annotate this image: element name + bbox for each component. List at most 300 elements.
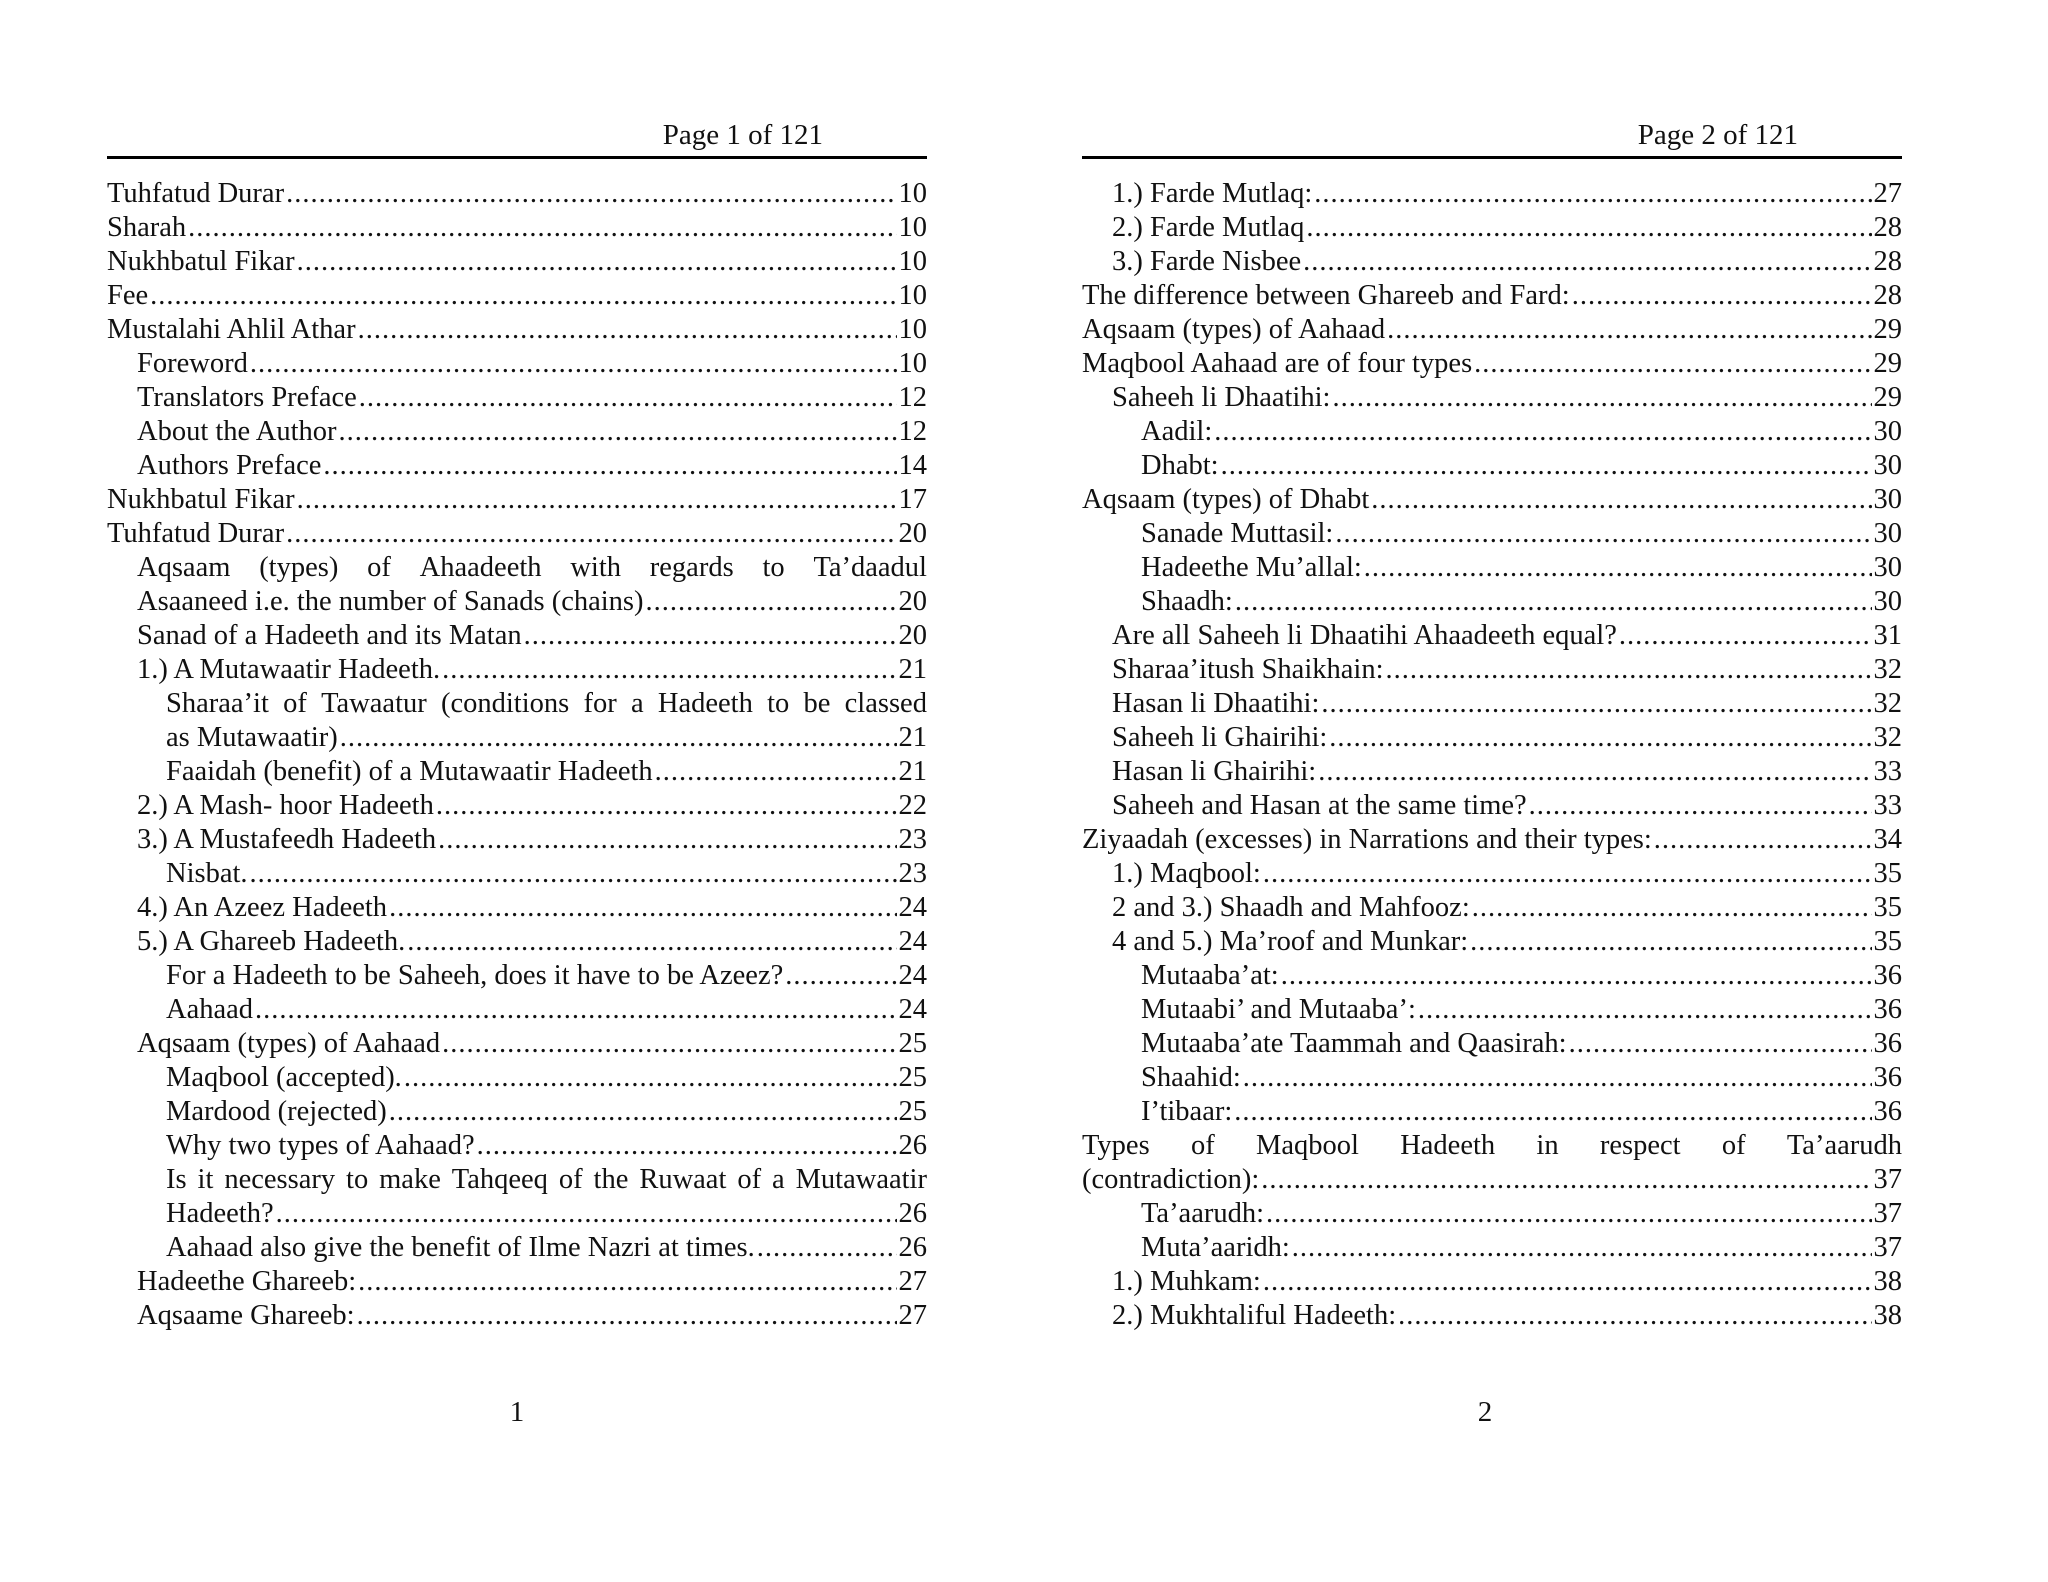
toc-entry[interactable] bbox=[1082, 347, 1902, 381]
toc-entry-title: 1.) A Mutawaatir Hadeeth. bbox=[137, 654, 441, 685]
dot-leader bbox=[358, 313, 897, 347]
toc-entry-title: Sharah bbox=[107, 212, 187, 243]
page-number: 2 bbox=[1477, 1396, 1493, 1428]
toc-entry-title: Sharaa’itush Shaikhain: bbox=[1112, 654, 1384, 685]
dot-leader bbox=[1387, 313, 1871, 347]
dot-leader bbox=[1335, 517, 1871, 551]
toc-entry[interactable] bbox=[107, 619, 927, 653]
toc-entry-title: Saheeh li Ghairihi: bbox=[1112, 722, 1328, 753]
toc-entry-title: Aqsaam (types) of Aahaad bbox=[137, 1028, 441, 1059]
toc-entry[interactable] bbox=[1082, 517, 1902, 551]
toc-entry-page-number: 10 bbox=[898, 178, 927, 209]
toc-word: Is bbox=[166, 1164, 187, 1195]
toc-word: Aqsaam bbox=[137, 552, 231, 583]
toc-entry-page-number: 37 bbox=[1873, 1164, 1902, 1195]
toc-word: of bbox=[1721, 1130, 1746, 1161]
toc-word: with bbox=[570, 552, 621, 583]
toc-entry-wrap-line[interactable] bbox=[1082, 1129, 1902, 1163]
dot-leader bbox=[1569, 1027, 1872, 1061]
toc-entry-title: 1.) Maqbool: bbox=[1112, 858, 1261, 889]
toc-entry-title: Are all Saheeh li Dhaatihi Ahaadeeth equal? bbox=[1112, 620, 1617, 651]
toc-entry[interactable] bbox=[107, 755, 927, 789]
toc-word: Hadeeth bbox=[1400, 1130, 1496, 1161]
toc-word: Mutawaatir bbox=[795, 1164, 927, 1195]
dot-leader bbox=[442, 653, 896, 687]
toc-entry-title: Mutaaba’at: bbox=[1141, 960, 1279, 991]
toc-entry-page-number: 28 bbox=[1873, 212, 1902, 243]
toc-entry-page-number: 30 bbox=[1873, 586, 1902, 617]
dot-leader bbox=[1314, 177, 1871, 211]
toc-entry-title: Asaaneed i.e. the number of Sanads (chains) bbox=[137, 586, 644, 617]
toc-entry[interactable] bbox=[107, 245, 927, 279]
toc-entry[interactable] bbox=[107, 653, 927, 687]
toc-entry[interactable] bbox=[107, 313, 927, 347]
toc-entry-title: Sanade Muttasil: bbox=[1141, 518, 1334, 549]
toc-entry-title: Hasan li Dhaatihi: bbox=[1112, 688, 1320, 719]
toc-entry[interactable] bbox=[1082, 177, 1902, 211]
dot-leader bbox=[436, 789, 897, 823]
toc-entry-title: 2.) Farde Mutlaq bbox=[1112, 212, 1305, 243]
toc-entry[interactable] bbox=[1082, 789, 1902, 823]
toc-entry-title: Hadeethe Mu’allal: bbox=[1141, 552, 1362, 583]
toc-entry[interactable] bbox=[1082, 925, 1902, 959]
toc-entry[interactable] bbox=[107, 279, 927, 313]
dot-leader bbox=[1235, 585, 1872, 619]
dot-leader bbox=[339, 415, 897, 449]
dot-leader bbox=[1474, 347, 1871, 381]
toc-entry-page-number: 32 bbox=[1873, 722, 1902, 753]
toc-word: of bbox=[283, 688, 307, 719]
toc-entry-title: Sanad of a Hadeeth and its Matan bbox=[137, 620, 522, 651]
toc-word: classed bbox=[844, 688, 927, 719]
toc-entry-page-number: 24 bbox=[898, 994, 927, 1025]
toc-entry-title: Muta’aaridh: bbox=[1141, 1232, 1290, 1263]
toc-entry[interactable] bbox=[1082, 381, 1902, 415]
toc-entry-page-number: 29 bbox=[1873, 382, 1902, 413]
toc-entry-page-number: 24 bbox=[898, 960, 927, 991]
toc-entry[interactable] bbox=[1082, 1027, 1902, 1061]
toc-entry-page-number: 20 bbox=[898, 518, 927, 549]
toc-entry-page-number: 30 bbox=[1873, 552, 1902, 583]
toc-entry-page-number: 25 bbox=[898, 1028, 927, 1059]
toc-entry-title: Mustalahi Ahlil Athar bbox=[107, 314, 356, 345]
toc-entry-page-number: 24 bbox=[898, 926, 927, 957]
toc-entry-title: Maqbool Aahaad are of four types bbox=[1082, 348, 1473, 379]
toc-entry[interactable] bbox=[1082, 211, 1902, 245]
toc-entry[interactable] bbox=[107, 381, 927, 415]
toc-entry[interactable] bbox=[1082, 755, 1902, 789]
toc-entry-title: Hadeethe Ghareeb: bbox=[137, 1266, 357, 1297]
toc-word: regards bbox=[649, 552, 734, 583]
toc-entry-title: 3.) A Mustafeedh Hadeeth bbox=[137, 824, 437, 855]
toc-entry-title: Ta’aarudh: bbox=[1141, 1198, 1265, 1229]
toc-entry-page-number: 10 bbox=[898, 280, 927, 311]
toc-entry-title: Fee bbox=[107, 280, 149, 311]
toc-entry-title: The difference between Ghareeb and Fard: bbox=[1082, 280, 1570, 311]
toc-entry[interactable] bbox=[1082, 551, 1902, 585]
toc-word: make bbox=[379, 1164, 441, 1195]
toc-entry[interactable] bbox=[107, 959, 927, 993]
toc-entry-title: Saheeh li Dhaatihi: bbox=[1112, 382, 1331, 413]
toc-entry-page-number: 21 bbox=[898, 722, 927, 753]
dot-leader bbox=[757, 1231, 897, 1265]
toc-word: of bbox=[367, 552, 391, 583]
toc-entry-title: Foreword bbox=[137, 348, 248, 379]
toc-entry-page-number: 38 bbox=[1873, 1266, 1902, 1297]
toc-word: (types) bbox=[259, 552, 339, 583]
toc-entry-page-number: 17 bbox=[898, 484, 927, 515]
dot-leader bbox=[358, 1265, 896, 1299]
dot-leader bbox=[1261, 1163, 1871, 1197]
toc-entry[interactable] bbox=[1082, 1265, 1902, 1299]
toc-entry[interactable] bbox=[1082, 891, 1902, 925]
toc-entry[interactable] bbox=[107, 1061, 927, 1095]
toc-entry[interactable] bbox=[1082, 653, 1902, 687]
toc-entry[interactable] bbox=[107, 517, 927, 551]
toc-entry[interactable] bbox=[1082, 619, 1902, 653]
toc-entry-page-number: 10 bbox=[898, 212, 927, 243]
page-number: 1 bbox=[509, 1396, 525, 1428]
dot-leader bbox=[389, 891, 896, 925]
toc-entry-page-number: 22 bbox=[898, 790, 927, 821]
toc-entry-title: Dhabt: bbox=[1141, 450, 1219, 481]
toc-entry-page-number: 29 bbox=[1873, 314, 1902, 345]
toc-entry[interactable] bbox=[1082, 993, 1902, 1027]
toc-entry-title: 5.) A Ghareeb Hadeeth. bbox=[137, 926, 406, 957]
toc-entry[interactable] bbox=[1082, 449, 1902, 483]
toc-entry-page-number: 14 bbox=[898, 450, 927, 481]
right-page bbox=[1082, 0, 1902, 1582]
toc-entry[interactable] bbox=[1082, 1231, 1902, 1265]
toc-entry-title: Aqsaam (types) of Aahaad bbox=[1082, 314, 1386, 345]
toc-entry-page-number: 30 bbox=[1873, 518, 1902, 549]
toc-entry-title: 2 and 3.) Shaadh and Mahfooz: bbox=[1112, 892, 1470, 923]
toc-entry[interactable] bbox=[107, 925, 927, 959]
toc-word: Ta’daadul bbox=[813, 552, 927, 583]
toc-entry-title: 1.) Farde Mutlaq: bbox=[1112, 178, 1313, 209]
dot-leader bbox=[1234, 1095, 1871, 1129]
toc-entry-page-number: 20 bbox=[898, 620, 927, 651]
toc-entry[interactable] bbox=[1082, 279, 1902, 313]
toc-word: Tawaatur bbox=[321, 688, 427, 719]
dot-leader bbox=[1470, 925, 1871, 959]
dot-leader bbox=[323, 449, 896, 483]
toc-entry-page-number: 28 bbox=[1873, 280, 1902, 311]
dot-leader bbox=[389, 1095, 897, 1129]
toc-entry[interactable] bbox=[1082, 959, 1902, 993]
toc-entry[interactable] bbox=[1082, 245, 1902, 279]
toc-entry-title: Shaadh: bbox=[1141, 586, 1233, 617]
toc-entry-page-number: 36 bbox=[1873, 1062, 1902, 1093]
toc-entry[interactable] bbox=[107, 1231, 927, 1265]
toc-entry[interactable] bbox=[1082, 313, 1902, 347]
toc-entry[interactable] bbox=[107, 1299, 927, 1333]
toc-word: for bbox=[583, 688, 617, 719]
toc-entry-title: For a Hadeeth to be Saheeh, does it have to be Azeez? bbox=[166, 960, 784, 991]
toc-entry[interactable] bbox=[1082, 721, 1902, 755]
dot-leader bbox=[1572, 279, 1872, 313]
dot-leader bbox=[286, 517, 896, 551]
toc-entry-page-number: 38 bbox=[1873, 1300, 1902, 1331]
toc-entry-title: Faaidah (benefit) of a Mutawaatir Hadeeth bbox=[166, 756, 653, 787]
toc-entry-title: Mardood (rejected) bbox=[166, 1096, 387, 1127]
toc-entry-title: 3.) Farde Nisbee bbox=[1112, 246, 1302, 277]
toc-entry-title: Translators Preface bbox=[137, 382, 357, 413]
dot-leader bbox=[1214, 415, 1871, 449]
toc-entry[interactable] bbox=[107, 1027, 927, 1061]
dot-leader bbox=[1398, 1299, 1871, 1333]
toc-entry[interactable] bbox=[107, 891, 927, 925]
toc-entry-title: Aadil: bbox=[1141, 416, 1213, 447]
toc-word: to bbox=[767, 688, 790, 719]
toc-entry-title: Nisbat. bbox=[166, 858, 248, 889]
dot-leader bbox=[1332, 381, 1871, 415]
toc-entry[interactable] bbox=[107, 415, 927, 449]
toc-word: it bbox=[197, 1164, 214, 1195]
dot-leader bbox=[188, 211, 896, 245]
toc-entry[interactable] bbox=[1082, 483, 1902, 517]
toc-entry-page-number: 23 bbox=[898, 858, 927, 889]
toc-entry-title: Aahaad also give the benefit of Ilme Nazri at times. bbox=[166, 1232, 755, 1263]
toc-word: Tahqeeq bbox=[451, 1164, 548, 1195]
dot-leader bbox=[646, 585, 897, 619]
toc-word: of bbox=[558, 1164, 583, 1195]
toc-entry-wrap-line[interactable] bbox=[107, 1163, 927, 1197]
toc-word: a bbox=[772, 1164, 785, 1195]
dot-leader bbox=[250, 857, 897, 891]
dot-leader bbox=[655, 755, 897, 789]
toc-entry-title: as Mutawaatir) bbox=[166, 722, 338, 753]
toc-entry-title: Saheeh and Hasan at the same time? bbox=[1112, 790, 1527, 821]
toc-entry-title: Tuhfatud Durar bbox=[107, 178, 285, 209]
dot-leader bbox=[340, 721, 897, 755]
toc-entry-page-number: 32 bbox=[1873, 688, 1902, 719]
toc-entry-page-number: 26 bbox=[898, 1232, 927, 1263]
dot-leader bbox=[1263, 857, 1872, 891]
toc-entry[interactable] bbox=[107, 449, 927, 483]
toc-entry-page-number: 20 bbox=[898, 586, 927, 617]
toc-entry[interactable] bbox=[1082, 415, 1902, 449]
toc-entry-page-number: 31 bbox=[1873, 620, 1902, 651]
dot-leader bbox=[1292, 1231, 1872, 1265]
dot-leader bbox=[1529, 789, 1872, 823]
toc-entry[interactable] bbox=[1082, 687, 1902, 721]
dot-leader bbox=[477, 1129, 897, 1163]
toc-entry-title: 4 and 5.) Ma’roof and Munkar: bbox=[1112, 926, 1469, 957]
toc-word: be bbox=[803, 688, 831, 719]
dot-leader bbox=[1281, 959, 1872, 993]
toc-entry[interactable] bbox=[1082, 585, 1902, 619]
toc-entry-page-number: 35 bbox=[1873, 892, 1902, 923]
toc-word: a bbox=[630, 688, 644, 719]
toc-entry-title: Mutaaba’ate Taammah and Qaasirah: bbox=[1141, 1028, 1567, 1059]
toc-entry[interactable] bbox=[1082, 1061, 1902, 1095]
toc-entry-page-number: 23 bbox=[898, 824, 927, 855]
toc-word: necessary bbox=[224, 1164, 336, 1195]
toc-word: to bbox=[762, 552, 785, 583]
toc-entry-page-number: 25 bbox=[898, 1062, 927, 1093]
toc-entry-title: Mutaabi’ and Mutaaba’: bbox=[1141, 994, 1416, 1025]
toc-entry-page-number: 10 bbox=[898, 314, 927, 345]
toc-entry-page-number: 30 bbox=[1873, 416, 1902, 447]
toc-entry-title: Authors Preface bbox=[137, 450, 322, 481]
toc-entry-page-number: 33 bbox=[1873, 790, 1902, 821]
toc-entry-title: (contradiction): bbox=[1082, 1164, 1260, 1195]
toc-entry-page-number: 30 bbox=[1873, 450, 1902, 481]
toc-entry-page-number: 37 bbox=[1873, 1232, 1902, 1263]
header-rule bbox=[1082, 156, 1902, 159]
toc-entry-page-number: 37 bbox=[1873, 1198, 1902, 1229]
toc-entry[interactable] bbox=[107, 585, 927, 619]
toc-entry-page-number: 36 bbox=[1873, 1028, 1902, 1059]
toc-entry-page-number: 35 bbox=[1873, 926, 1902, 957]
toc-entry-title: 2.) A Mash- hoor Hadeeth bbox=[137, 790, 434, 821]
toc-entry-page-number: 34 bbox=[1873, 824, 1902, 855]
dot-leader bbox=[1266, 1197, 1871, 1231]
toc-entry-title: Hadeeth? bbox=[166, 1198, 274, 1229]
toc-word: Ruwaat bbox=[639, 1164, 727, 1195]
toc-entry-page-number: 32 bbox=[1873, 654, 1902, 685]
toc-entry-title: Aqsaame Ghareeb: bbox=[137, 1300, 355, 1331]
toc-entry-page-number: 12 bbox=[898, 416, 927, 447]
dot-leader bbox=[1418, 993, 1872, 1027]
toc-entry[interactable] bbox=[107, 1095, 927, 1129]
toc-entry-wrap-line[interactable] bbox=[107, 687, 927, 721]
toc-entry-page-number: 29 bbox=[1873, 348, 1902, 379]
toc-entry[interactable] bbox=[1082, 1095, 1902, 1129]
toc-entry-page-number: 12 bbox=[898, 382, 927, 413]
toc-word: Hadeeth bbox=[657, 688, 753, 719]
toc-entry-page-number: 36 bbox=[1873, 1096, 1902, 1127]
toc-entry-page-number: 28 bbox=[1873, 246, 1902, 277]
toc-word: of bbox=[737, 1164, 762, 1195]
toc-word: Sharaa’it bbox=[166, 688, 269, 719]
dot-leader bbox=[404, 1061, 897, 1095]
dot-leader bbox=[1321, 687, 1871, 721]
dot-leader bbox=[1221, 449, 1872, 483]
toc-word: Types bbox=[1082, 1130, 1150, 1161]
toc-entry-title: 1.) Muhkam: bbox=[1112, 1266, 1261, 1297]
dot-leader bbox=[286, 177, 896, 211]
toc-entry[interactable] bbox=[1082, 1163, 1902, 1197]
dot-leader bbox=[1472, 891, 1872, 925]
toc-entry-title: Aahaad bbox=[166, 994, 254, 1025]
toc-entry[interactable] bbox=[107, 483, 927, 517]
toc-entry[interactable] bbox=[107, 177, 927, 211]
toc-entry-page-number: 26 bbox=[898, 1198, 927, 1229]
dot-leader bbox=[150, 279, 896, 313]
toc-entry-page-number: 25 bbox=[898, 1096, 927, 1127]
dot-leader bbox=[297, 483, 897, 517]
toc-entry[interactable] bbox=[107, 1129, 927, 1163]
toc-word: of bbox=[1190, 1130, 1215, 1161]
dot-leader bbox=[407, 925, 896, 959]
dot-leader bbox=[1329, 721, 1871, 755]
toc-entry[interactable] bbox=[1082, 1197, 1902, 1231]
toc-entry-title: Shaahid: bbox=[1141, 1062, 1241, 1093]
toc-entry-page-number: 36 bbox=[1873, 960, 1902, 991]
toc-word: (conditions bbox=[440, 688, 570, 719]
dot-leader bbox=[255, 993, 896, 1027]
toc-entry-title: About the Author bbox=[137, 416, 337, 447]
toc-entry-page-number: 30 bbox=[1873, 484, 1902, 515]
toc-entry-page-number: 27 bbox=[898, 1266, 927, 1297]
toc-list bbox=[107, 177, 927, 1333]
toc-entry-page-number: 27 bbox=[898, 1300, 927, 1331]
toc-word: Ta’aarudh bbox=[1786, 1130, 1902, 1161]
toc-entry[interactable] bbox=[107, 347, 927, 381]
toc-entry-page-number: 10 bbox=[898, 348, 927, 379]
toc-entry[interactable] bbox=[1082, 857, 1902, 891]
toc-entry[interactable] bbox=[107, 823, 927, 857]
toc-entry-title: Tuhfatud Durar bbox=[107, 518, 285, 549]
toc-entry-title: 2.) Mukhtaliful Hadeeth: bbox=[1112, 1300, 1397, 1331]
toc-entry[interactable] bbox=[107, 211, 927, 245]
toc-entry[interactable] bbox=[1082, 1299, 1902, 1333]
dot-leader bbox=[438, 823, 896, 857]
dot-leader bbox=[1619, 619, 1872, 653]
dot-leader bbox=[1364, 551, 1872, 585]
toc-entry-page-number: 24 bbox=[898, 892, 927, 923]
toc-word: the bbox=[593, 1164, 629, 1195]
left-page bbox=[107, 0, 927, 1582]
toc-entry[interactable] bbox=[107, 1197, 927, 1231]
toc-entry-page-number: 10 bbox=[898, 246, 927, 277]
toc-entry-wrap-line[interactable] bbox=[107, 551, 927, 585]
toc-entry-page-number: 26 bbox=[898, 1130, 927, 1161]
toc-entry-page-number: 33 bbox=[1873, 756, 1902, 787]
toc-entry-title: Aqsaam (types) of Dhabt bbox=[1082, 484, 1370, 515]
header-rule bbox=[107, 156, 927, 159]
dot-leader bbox=[1318, 755, 1871, 789]
dot-leader bbox=[297, 245, 897, 279]
toc-entry-page-number: 36 bbox=[1873, 994, 1902, 1025]
toc-entry-title: Nukhbatul Fikar bbox=[107, 484, 295, 515]
page-header: Page 2 of 121 bbox=[1637, 119, 1798, 151]
toc-entry-page-number: 21 bbox=[898, 654, 927, 685]
dot-leader bbox=[1654, 823, 1872, 857]
dot-leader bbox=[785, 959, 896, 993]
dot-leader bbox=[442, 1027, 896, 1061]
dot-leader bbox=[1243, 1061, 1872, 1095]
toc-entry-page-number: 27 bbox=[1873, 178, 1902, 209]
toc-entry-title: Nukhbatul Fikar bbox=[107, 246, 295, 277]
dot-leader bbox=[1386, 653, 1872, 687]
toc-entry[interactable] bbox=[107, 857, 927, 891]
toc-word: respect bbox=[1599, 1130, 1681, 1161]
toc-entry-title: 4.) An Azeez Hadeeth bbox=[137, 892, 388, 923]
toc-word: to bbox=[346, 1164, 369, 1195]
toc-entry-title: Hasan li Ghairihi: bbox=[1112, 756, 1317, 787]
toc-word: Maqbool bbox=[1255, 1130, 1359, 1161]
toc-entry-title: Maqbool (accepted). bbox=[166, 1062, 402, 1093]
toc-word: Ahaadeeth bbox=[419, 552, 542, 583]
dot-leader bbox=[1371, 483, 1871, 517]
dot-leader bbox=[1263, 1265, 1872, 1299]
dot-leader bbox=[1306, 211, 1871, 245]
toc-entry[interactable] bbox=[107, 1265, 927, 1299]
toc-entry[interactable] bbox=[107, 993, 927, 1027]
dot-leader bbox=[359, 381, 897, 415]
toc-entry-title: I’tibaar: bbox=[1141, 1096, 1233, 1127]
page-header: Page 1 of 121 bbox=[662, 119, 823, 151]
dot-leader bbox=[524, 619, 897, 653]
toc-entry[interactable] bbox=[107, 789, 927, 823]
toc-entry-page-number: 21 bbox=[898, 756, 927, 787]
toc-entry[interactable] bbox=[107, 721, 927, 755]
toc-entry[interactable] bbox=[1082, 823, 1902, 857]
toc-entry-title: Why two types of Aahaad? bbox=[166, 1130, 475, 1161]
